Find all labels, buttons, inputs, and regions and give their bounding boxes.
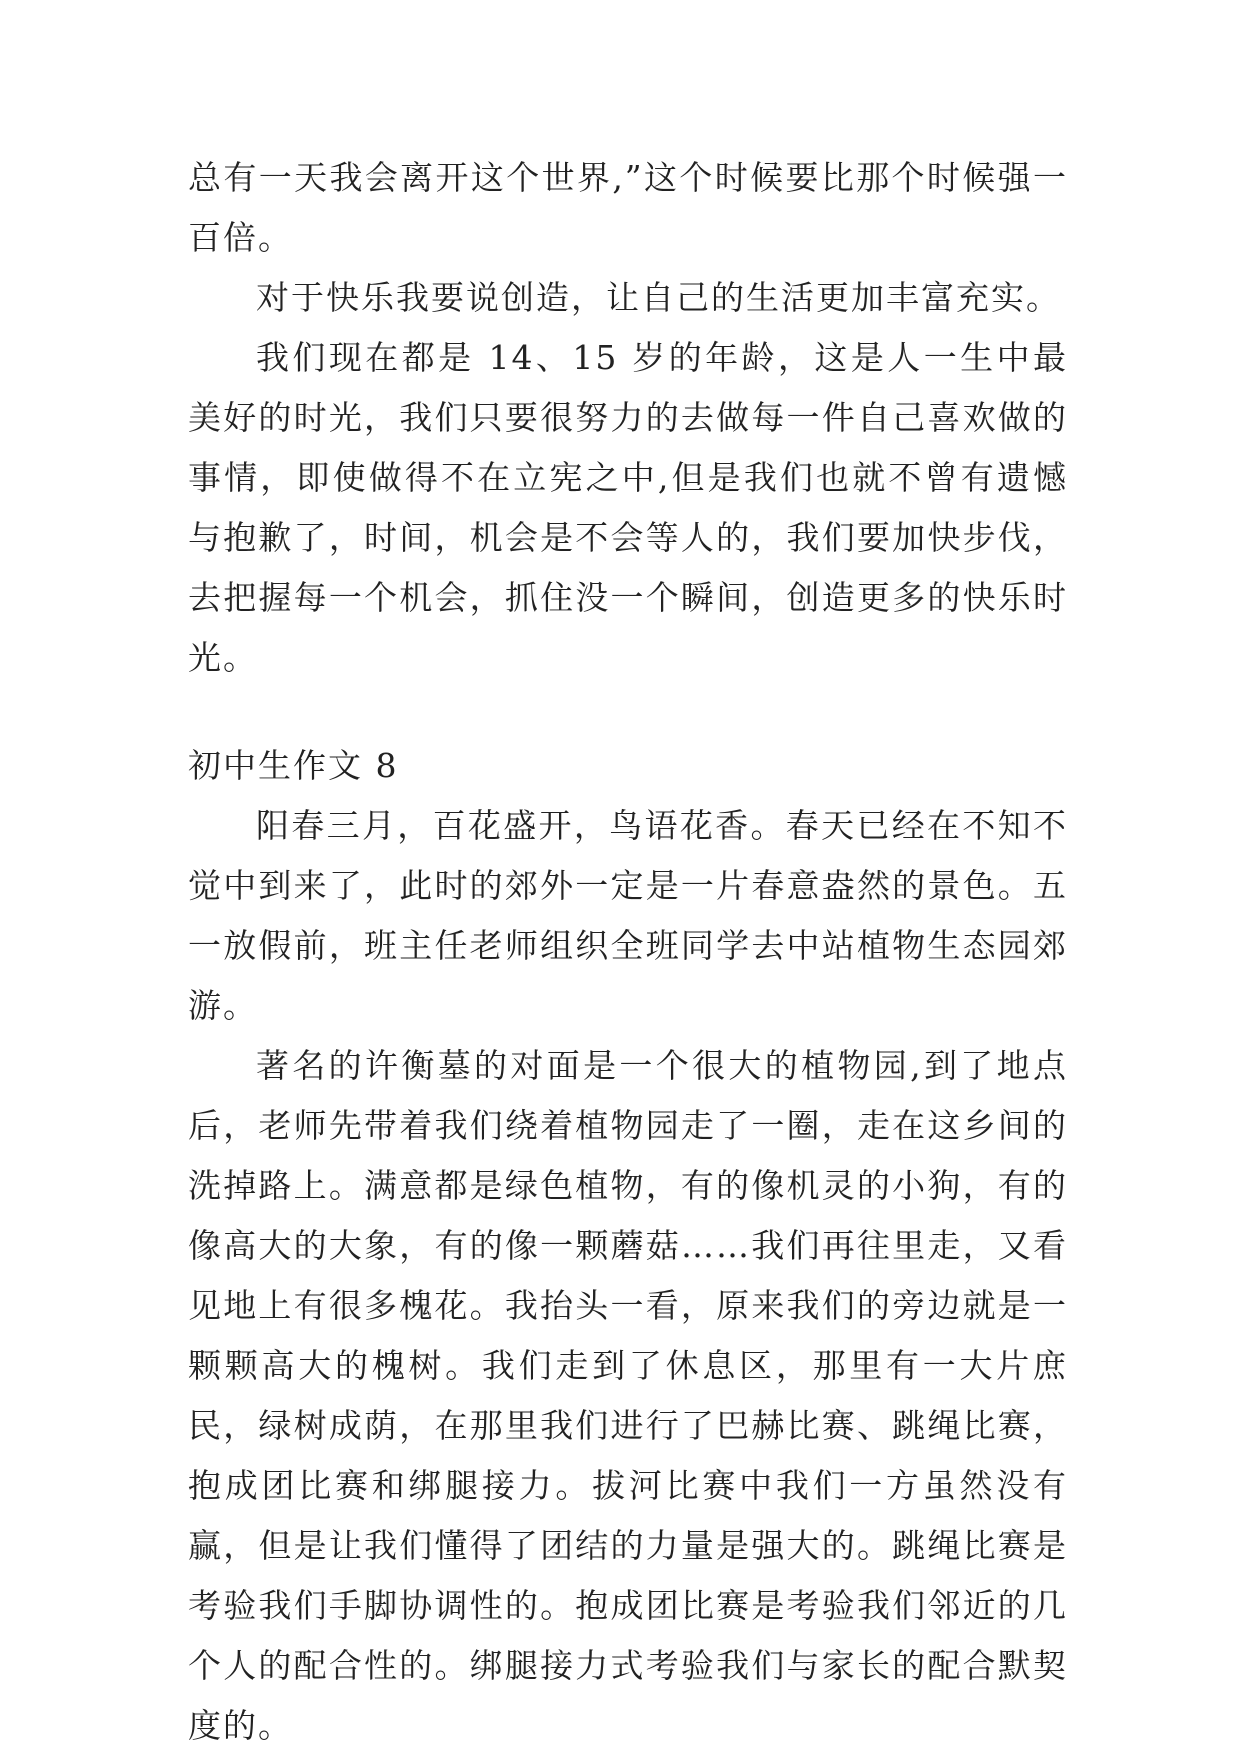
section-heading: 初中生作文 8: [188, 746, 399, 785]
paragraph-creation: 对于快乐我要说创造，让自己的生活更加丰富充实。: [256, 278, 1061, 317]
paragraph-garden: 著名的许衡墓的对面是一个很大的植物园,到了地点后，老师先带着我们绕着植物园走了一圈，走在这乡间的洗掉路上。满意都是绿色植物，有的像机灵的小狗，有的像高大的大象，有的像一颗蘑菇……我们再往里走，又看见地上有很多槐花。我抬头一看，原来我们的旁边就是一颗颗高大的槐树。我们走到了休息区，那里有一大片庶民，绿树成荫，在那里我们进行了巴赫比赛、跳绳比赛，抱成团比赛和绑腿接力。拔河比赛中我们一方虽然没有赢，但是让我们懂得了团结的力量是强大的。跳绳比赛是考验我们手脚协调性的。抱成团比赛是考验我们邻近的几个人的配合性的。绑腿接力式考验我们与家长的配合默契度的。: [188, 1046, 1068, 1745]
paragraph-youth: 我们现在都是 14、15 岁的年龄，这是人一生中最美好的时光，我们只要很努力的去做每一件自己喜欢做的事情，即使做得不在立宪之中,但是我们也就不曾有遗憾与抱歉了，时间，机会是不会等人的，我们要加快步伐，去把握每一个机会，抓住没一个瞬间，创造更多的快乐时光。: [188, 338, 1068, 677]
paragraph-spring: 阳春三月，百花盛开，鸟语花香。春天已经在不知不觉中到来了，此时的郊外一定是一片春意盎然的景色。五一放假前，班主任老师组织全班同学去中站植物生态园郊游。: [188, 806, 1068, 1025]
section-gap: [188, 688, 1068, 736]
document-body: [188, 148, 1068, 1756]
continuation-paragraph: 总有一天我会离开这个世界,”这个时候要比那个时候强一百倍。: [188, 158, 1068, 257]
